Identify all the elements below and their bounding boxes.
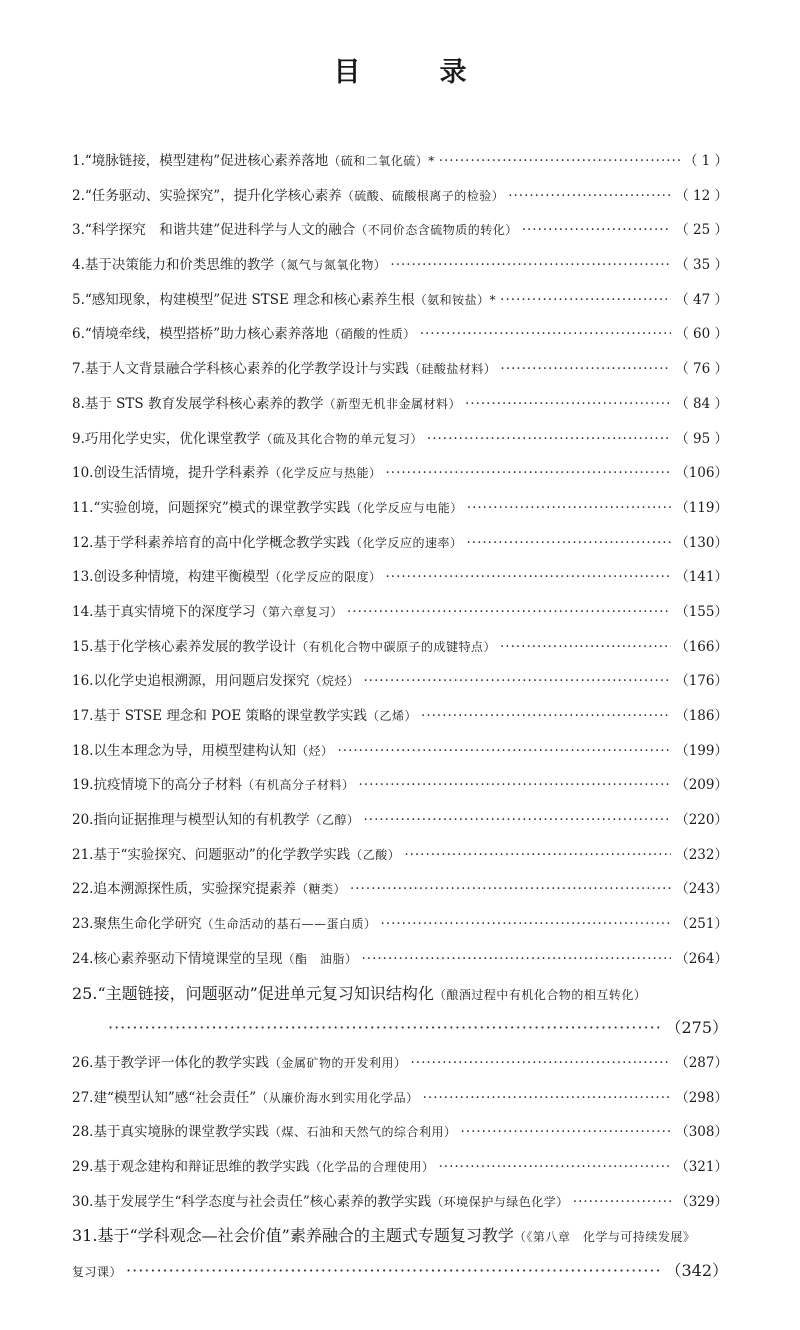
entry-title: 基于真实情境下的深度学习 — [93, 603, 256, 620]
leader-dots — [390, 248, 671, 283]
leader-dots — [427, 422, 671, 457]
leader-dots — [362, 942, 672, 977]
entry-title: 基于观念建构和辩证思维的教学实践 — [93, 1158, 310, 1175]
leader-dots — [573, 1185, 671, 1220]
entry-subtitle: （新型无机非金属材料） — [323, 396, 461, 411]
entry-subtitle: （化学反应与电能） — [350, 500, 463, 515]
entry-subtitle-continued: 复习课） — [72, 1265, 123, 1279]
leader-dots — [381, 907, 672, 942]
entry-title: 追本溯源探性质，实验探究提素养 — [93, 881, 296, 898]
entry-number: 28. — [72, 1124, 94, 1141]
entry-number: 22. — [72, 881, 94, 898]
entry-page: （308） — [675, 1124, 728, 1141]
entry-title: “任务驱动、实验探究”，提升化学核心素养 — [84, 187, 342, 204]
toc-entry[interactable] — [72, 1081, 728, 1116]
entry-subtitle: （硫酸、硫酸根离子的检验） — [341, 188, 505, 203]
leader-dots — [386, 560, 672, 595]
entry-number: 9. — [72, 430, 85, 447]
entry-number: 19. — [72, 777, 94, 794]
entry-page: （ 76 ） — [675, 361, 728, 378]
entry-number: 2. — [72, 187, 85, 204]
entry-page: （ 60 ） — [675, 326, 728, 343]
entry-subtitle: （酿酒过程中有机化合物的相互转化） — [433, 987, 647, 1002]
toc-entry[interactable] — [72, 283, 728, 318]
entry-number: 7. — [72, 361, 85, 378]
toc-entry[interactable] — [72, 317, 728, 352]
toc-entry[interactable] — [72, 699, 728, 734]
entry-page: （298） — [675, 1089, 728, 1106]
leader-dots — [404, 838, 671, 873]
toc-entry[interactable] — [72, 352, 728, 387]
entry-page: （130） — [675, 534, 728, 551]
leader-dots — [467, 491, 671, 526]
entry-number: 1. — [72, 153, 85, 169]
entry-subtitle: （硅酸盐材料） — [408, 362, 497, 377]
entry-number: 25. — [72, 983, 98, 1003]
entry-page: （119） — [675, 499, 728, 516]
entry-subtitle: （氮气与氮氧化物） — [273, 258, 387, 273]
entry-page: （220） — [675, 812, 728, 829]
page-title: 目 录 — [333, 57, 493, 88]
toc-entry[interactable] — [72, 595, 728, 630]
toc-list — [72, 144, 728, 1289]
entry-number: 31. — [72, 1226, 98, 1246]
entry-title: 基于“学科观念—社会价值”素养融合的主题式专题复习教学 — [97, 1226, 514, 1246]
entry-title: 创设多种情境，构建平衡模型 — [93, 569, 269, 586]
leader-dots — [386, 456, 672, 491]
toc-entry[interactable] — [72, 838, 728, 873]
entry-number: 14. — [72, 603, 94, 620]
entry-subtitle: （乙烯） — [367, 709, 418, 723]
toc-entry[interactable] — [72, 942, 728, 977]
entry-page: （ 95 ） — [675, 430, 728, 447]
leader-dots — [439, 144, 680, 179]
entry-number: 11. — [72, 499, 94, 516]
entry-title: 聚焦生命化学研究 — [93, 916, 202, 933]
entry-subtitle: （氨和铵盐）* — [414, 292, 497, 307]
leader-dots — [347, 595, 671, 630]
leader-dots — [439, 1150, 672, 1185]
entry-subtitle: （金属矿物的开发利用） — [268, 1055, 407, 1070]
toc-entry[interactable] — [72, 526, 728, 561]
entry-title: 指向证据推理与模型认知的有机教学 — [93, 812, 310, 829]
entry-subtitle: （环境保护与绿色化学） — [431, 1194, 569, 1209]
entry-title: “感知现象，构建模型”促进 STSE 理念和核心素养生根 — [84, 291, 415, 308]
entry-subtitle: （化学反应与热能） — [268, 466, 382, 481]
entry-page: （106） — [675, 465, 728, 482]
toc-entry[interactable] — [72, 907, 728, 942]
toc-entry[interactable] — [72, 1219, 728, 1288]
entry-title: “情境牵线，模型搭桥”助力核心素养落地 — [84, 326, 329, 343]
toc-entry[interactable] — [72, 768, 728, 803]
entry-subtitle: （生命活动的基石——蛋白质） — [201, 917, 377, 932]
entry-title: 基于发展学生“科学态度与社会责任”核心素养的教学实践 — [93, 1193, 432, 1210]
entry-page: （199） — [675, 742, 728, 759]
entry-number: 30. — [72, 1193, 94, 1210]
entry-page: （287） — [675, 1054, 728, 1071]
toc-entry[interactable] — [72, 144, 728, 179]
entry-page: （ 12 ） — [675, 187, 728, 204]
toc-entry[interactable] — [72, 803, 728, 838]
entry-number: 27. — [72, 1089, 94, 1106]
leader-dots — [522, 213, 672, 248]
leader-dots — [421, 699, 671, 734]
leader-dots — [423, 1081, 672, 1116]
entry-title: 抗疫情境下的高分子材料 — [93, 777, 242, 794]
entry-title: 核心素养驱动下情境课堂的呈现 — [93, 950, 283, 967]
entry-subtitle: （硝酸的性质） — [328, 327, 416, 342]
entry-subtitle: （酯 油脂） — [282, 951, 358, 966]
entry-number: 4. — [72, 257, 85, 274]
entry-page: （176） — [675, 673, 728, 690]
entry-subtitle: （烃） — [295, 743, 334, 758]
leader-dots — [508, 179, 671, 214]
toc-entry[interactable] — [72, 179, 728, 214]
entry-number: 6. — [72, 326, 85, 343]
entry-title: “境脉链接，模型建构”促进核心素养落地 — [84, 153, 329, 169]
entry-number: 23. — [72, 916, 94, 933]
entry-page: （232） — [675, 846, 728, 863]
entry-title: 基于真实境脉的课堂教学实践 — [93, 1124, 269, 1141]
entry-page: （209） — [675, 777, 728, 794]
toc-entry[interactable] — [72, 1150, 728, 1185]
toc-entry[interactable] — [72, 1115, 728, 1150]
entry-subtitle: （糖类） — [295, 882, 346, 897]
entry-page: （ 25 ） — [675, 222, 728, 239]
leader-dots — [500, 630, 671, 665]
entry-title: 基于教学评一体化的教学实践 — [93, 1054, 269, 1071]
entry-page: （264） — [675, 950, 728, 967]
entry-subtitle: （第六章复习） — [255, 604, 343, 619]
toc-entry[interactable] — [72, 491, 728, 526]
entry-subtitle: （硫和二氧化硫）* — [328, 154, 435, 168]
entry-title: 创设生活情境，提升学科素养 — [93, 465, 269, 482]
entry-subtitle: （从廉价海水到实用化学品） — [256, 1090, 419, 1105]
entry-subtitle: （乙酸） — [350, 847, 401, 862]
entry-title: 基于学科素养培育的高中化学概念教学实践 — [93, 534, 350, 551]
entry-page: （ 47 ） — [675, 291, 728, 308]
leader-dots — [465, 387, 671, 422]
leader-dots — [350, 872, 671, 907]
leader-dots — [108, 1011, 661, 1046]
entry-page: （329） — [675, 1193, 728, 1210]
entry-subtitle: （《第八章 化学与可持续发展》 — [513, 1230, 696, 1245]
toc-entry[interactable] — [72, 872, 728, 907]
entry-title: 基于决策能力和价类思维的教学 — [84, 257, 274, 274]
leader-dots — [500, 352, 671, 387]
leader-dots — [411, 1046, 672, 1081]
toc-entry[interactable] — [72, 456, 728, 491]
entry-subtitle: （煤、石油和天然气的综合利用） — [268, 1125, 457, 1140]
entry-number: 17. — [72, 708, 94, 724]
leader-dots — [461, 1115, 672, 1150]
entry-title: 基于人文背景融合学科核心素养的化学教学设计与实践 — [84, 361, 409, 378]
entry-page: （251） — [675, 916, 728, 933]
entry-number: 5. — [72, 291, 85, 308]
toc-entry[interactable] — [72, 422, 728, 457]
toc-entry[interactable] — [72, 213, 728, 248]
entry-subtitle: （硫及其化合物的单元复习） — [260, 431, 423, 446]
entry-subtitle: （化学品的合理使用） — [309, 1159, 435, 1174]
entry-page: （342） — [665, 1261, 728, 1280]
entry-subtitle: （不同价态含硫物质的转化） — [355, 223, 518, 238]
toc-entry[interactable] — [72, 387, 728, 422]
entry-page: （166） — [675, 638, 728, 655]
entry-title: 以化学史追根溯源，用问题启发探究 — [93, 673, 310, 690]
leader-dots — [500, 283, 671, 318]
entry-title: “科学探究 和谐共建”促进科学与人文的融合 — [84, 222, 356, 239]
entry-number: 13. — [72, 569, 94, 586]
entry-subtitle: （化学反应的速率） — [349, 535, 463, 550]
toc-entry[interactable] — [72, 1046, 728, 1081]
entry-number: 24. — [72, 950, 94, 967]
entry-title: 以生本理念为导，用模型建构认知 — [93, 742, 296, 759]
entry-page: （141） — [675, 569, 728, 586]
toc-entry[interactable] — [72, 734, 728, 769]
entry-page: （155） — [675, 603, 728, 620]
toc-entry[interactable] — [72, 977, 728, 1046]
toc-entry[interactable] — [72, 560, 728, 595]
entry-page: （ 84 ） — [675, 395, 728, 412]
entry-number: 18. — [72, 742, 94, 759]
entry-subtitle: （烷烃） — [309, 674, 360, 689]
leader-dots — [420, 317, 672, 352]
entry-subtitle: （乙醇） — [309, 813, 360, 828]
entry-title: 基于化学核心素养发展的教学设计 — [93, 638, 296, 655]
entry-subtitle: （化学反应的限度） — [268, 570, 382, 585]
entry-number: 29. — [72, 1158, 94, 1175]
leader-dots — [364, 803, 672, 838]
entry-number: 16. — [72, 673, 94, 690]
entry-page: （186） — [675, 708, 728, 724]
entry-page: （243） — [675, 881, 728, 898]
toc-entry[interactable] — [72, 248, 728, 283]
toc-entry[interactable] — [72, 664, 728, 699]
entry-title: 巧用化学史实，优化课堂教学 — [84, 430, 261, 447]
entry-number: 21. — [72, 846, 94, 863]
entry-page: （321） — [675, 1158, 728, 1175]
entry-title: “实验创境，问题探究”模式的课堂教学实践 — [93, 499, 351, 516]
toc-entry[interactable] — [72, 1185, 728, 1220]
entry-page: （ 1 ） — [683, 153, 728, 169]
entry-title: 基于“实验探究、问题驱动”的化学教学实践 — [93, 846, 351, 863]
leader-dots — [467, 526, 672, 561]
leader-dots — [126, 1254, 661, 1289]
entry-number: 26. — [72, 1054, 94, 1071]
entry-title: 建“模型认知”感“社会责任” — [93, 1089, 257, 1106]
entry-title: “主题链接，问题驱动”促进单元复习知识结构化 — [97, 983, 434, 1003]
entry-number: 3. — [72, 222, 85, 239]
entry-subtitle: （有机高分子材料） — [241, 778, 355, 793]
toc-entry[interactable] — [72, 630, 728, 665]
entry-subtitle: （有机化合物中碳原子的成键特点） — [295, 639, 496, 654]
entry-title: 基于 STSE 理念和 POE 策略的课堂教学实践 — [93, 708, 368, 724]
leader-dots — [364, 664, 672, 699]
entry-number: 15. — [72, 638, 94, 655]
entry-number: 10. — [72, 465, 94, 482]
entry-title: 基于 STS 教育发展学科核心素养的教学 — [84, 395, 324, 412]
entry-number: 8. — [72, 395, 85, 412]
entry-number: 12. — [72, 534, 94, 551]
entry-number: 20. — [72, 812, 94, 829]
leader-dots — [338, 734, 672, 769]
entry-page: （275） — [665, 1018, 728, 1038]
leader-dots — [359, 768, 672, 803]
entry-page: （ 35 ） — [675, 257, 728, 274]
